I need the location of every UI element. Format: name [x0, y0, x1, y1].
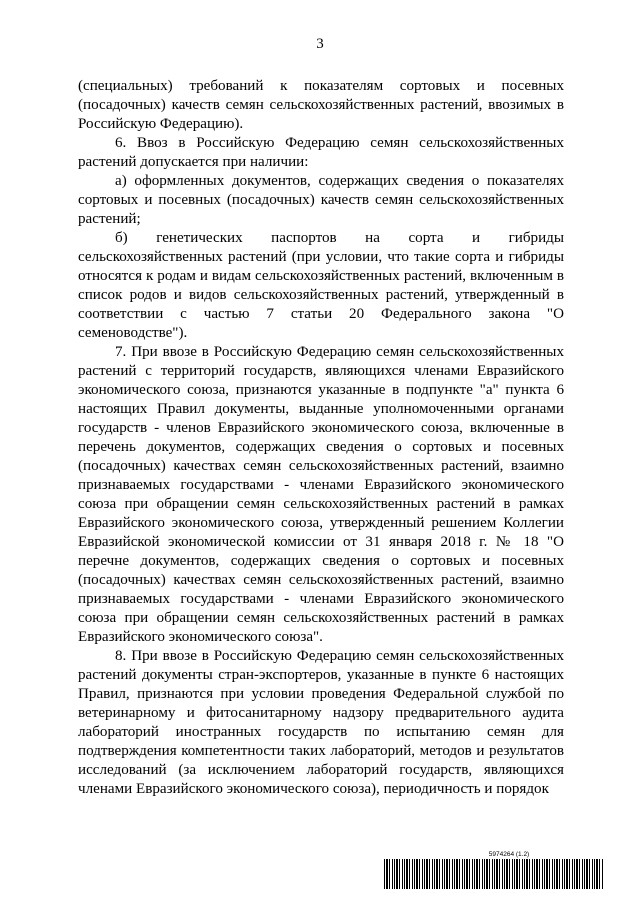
- paragraph-6: 6. Ввоз в Российскую Федерацию семян сельскохозяйственных растений допускается при наличии:: [78, 135, 564, 170]
- paragraph-7: 7. При ввозе в Российскую Федерацию семян сельскохозяйственных растений с территорий государств, являющихся членами Евразийского экономического союза, признаются указанные в подпункте "а" пункта 6 настоящих Правил документы, выданные уполномоченными органами государств - членов Евразийского экономического союза, включенные в перечень документов, содержащих сведения о сортовых и посевных (посадочных) качествах семян сельскохозяйственных растений, взаимно признаваемых государствами - членами Евразийского экономического союза при обращении семян сельскохозяйственных растений в рамках Евразийского экономического союза, утвержденный решением Коллегии Евразийской экономической комиссии от 31 января 2018 г. № 18 "О перечне документов, содержащих сведения о сортовых и посевных (посадочных) качествах семян сельскохозяйственных растений, взаимно признаваемых государствами - членами Евразийского экономического союза при обращении семян сельскохозяйственных растений в рамках Евразийского экономического союза".: [78, 344, 564, 645]
- document-body: [78, 77, 564, 799]
- paragraph-8: 8. При ввозе в Российскую Федерацию семян сельскохозяйственных растений документы стран-экспортеров, указанные в пункте 6 настоящих Правил, признаются при условии проведения Федеральной службой по ветеринарному и фитосанитарному надзору предварительного аудита лабораторий иностранных государств по испытанию семян для подтверждения компетентности таких лабораторий, методов и результатов исследований (за исключением лабораторий государств, являющихся членами Евразийского экономического союза), периодичность и порядок: [78, 648, 564, 797]
- barcode: [384, 859, 604, 889]
- paragraph-6a: а) оформленных документов, содержащих сведения о показателях сортовых и посевных (посадочных) качеств семян сельскохозяйственных растений;: [78, 173, 564, 227]
- barcode-number: 5974264 (1.2): [488, 851, 530, 858]
- paragraph-6b: б) генетических паспортов на сорта и гибриды сельскохозяйственных растений (при условии, что такие сорта и гибриды относятся к родам и видам сельскохозяйственных растений, включенным в список родов и видов сельскохозяйственных растений, утвержденный в соответствии с частью 7 статьи 20 Федерального закона "О семеноводстве").: [78, 230, 564, 341]
- barcode-block: [384, 851, 604, 889]
- paragraph-continuation: (специальных) требований к показателям сортовых и посевных (посадочных) качеств семян сельскохозяйственных растений, ввозимых в Российскую Федерацию).: [78, 78, 564, 132]
- page-number: 3: [316, 36, 324, 52]
